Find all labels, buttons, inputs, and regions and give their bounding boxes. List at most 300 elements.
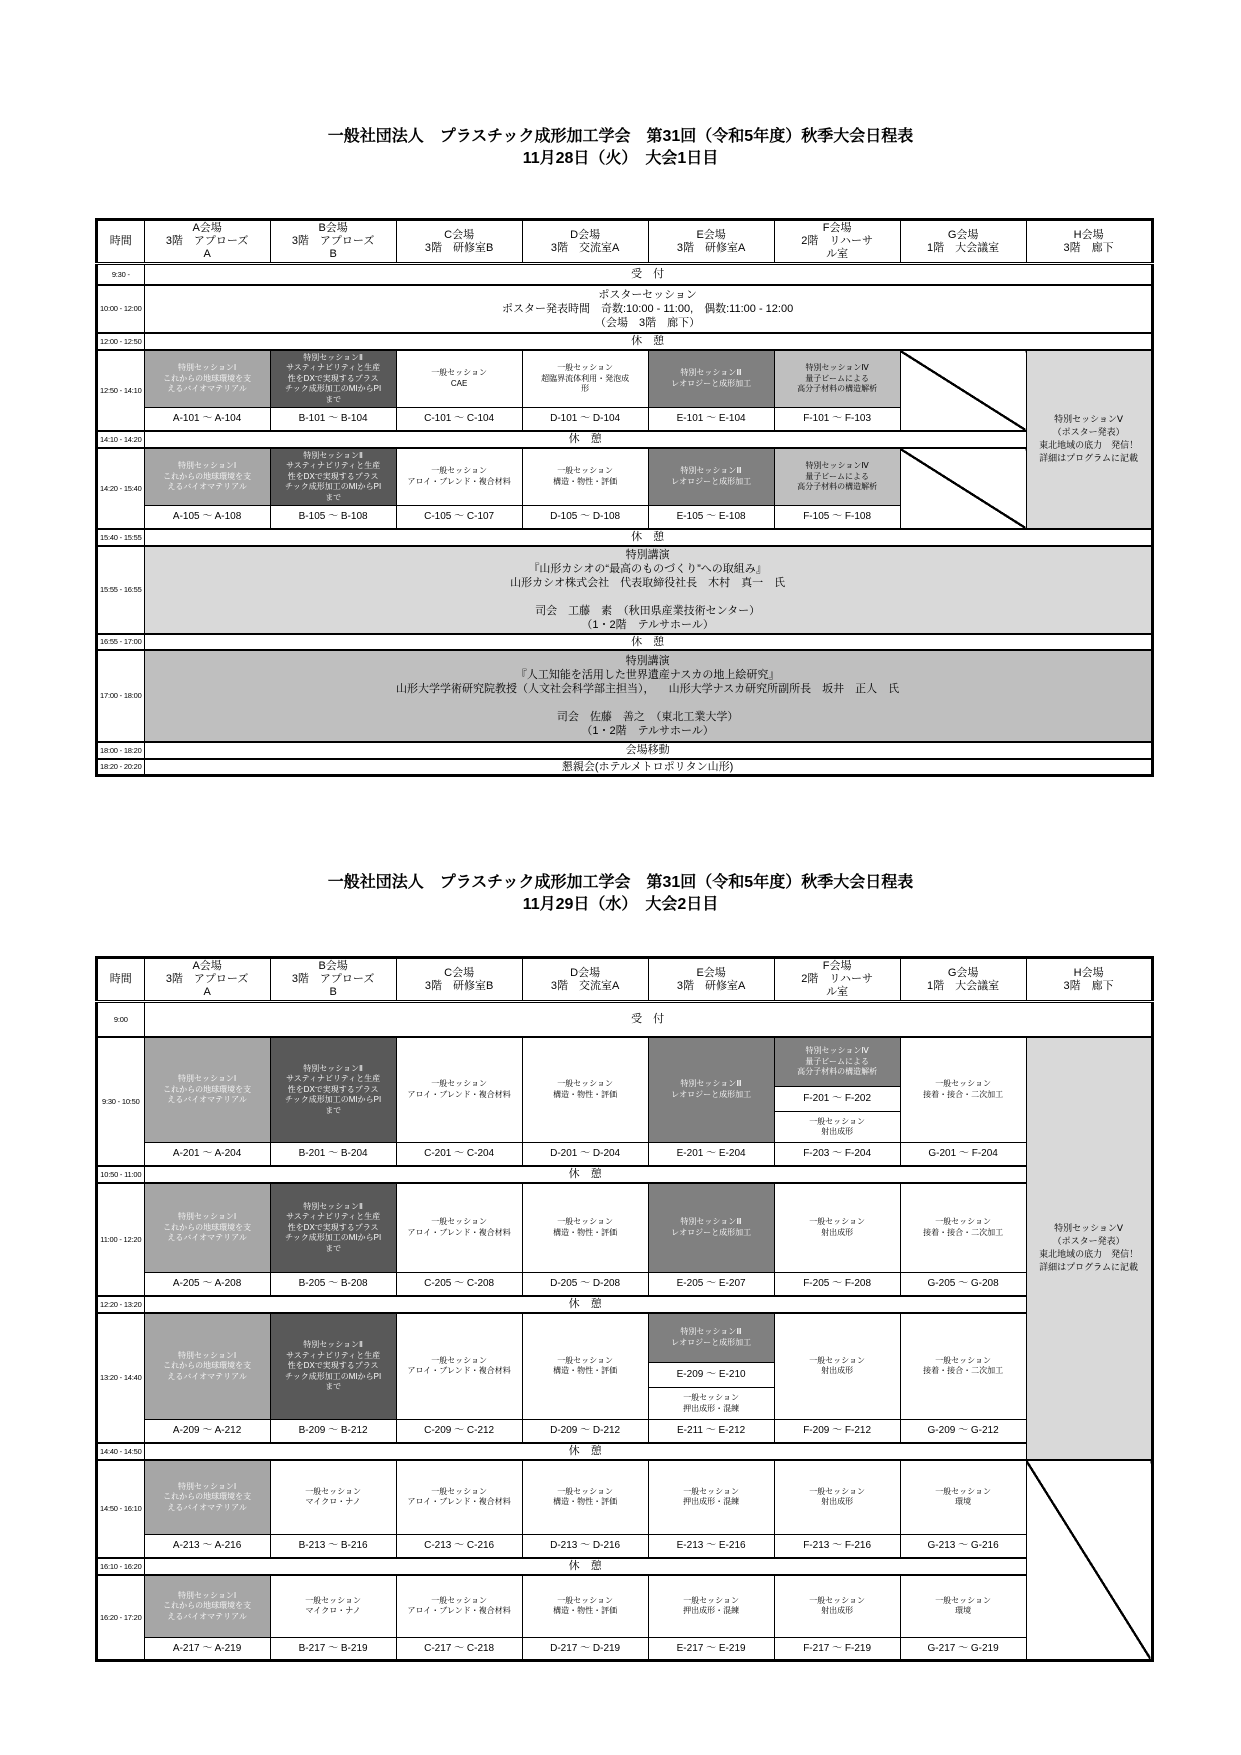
header-cell: [522, 958, 648, 1002]
cell-text-line: 休 憩: [568, 1168, 602, 1180]
cell-text-line: 接着・接合・二次加工: [923, 1366, 1004, 1376]
code-cell: [648, 1363, 774, 1388]
cell-text-line: C会場: [444, 228, 475, 241]
special-session-4-cell: [774, 1037, 900, 1087]
cell-text-line: 3階 廊下: [1063, 241, 1114, 254]
cell-text-line: サスティナビリティと生産: [286, 1212, 381, 1221]
code-cell: [648, 1535, 774, 1558]
cell-text-line: （会場 3階 廊下）: [595, 316, 701, 329]
cell-text-line: C会場: [444, 966, 475, 979]
code-cell: [144, 408, 270, 431]
cell-text-line: 12:20 - 13:20: [100, 1299, 142, 1309]
cell-text-line: G-217 ～ G-219: [927, 1642, 999, 1654]
cell-text-line: アロイ・ブレンド・複合材料: [407, 476, 511, 486]
cell-text-line: 11:00 - 12:20: [100, 1234, 142, 1244]
break-cell: [144, 529, 1152, 546]
code-cell: [774, 408, 900, 431]
code-cell: [522, 1143, 648, 1166]
cell-text-line: D-101 ～ D-104: [550, 412, 621, 424]
cell-text-line: G会場: [947, 228, 979, 241]
cell-text-line: 詳細はプログラムに記載: [1039, 1262, 1139, 1272]
cell-text-line: 一般セッション: [935, 1355, 992, 1365]
cell-text-line: B会場: [318, 960, 348, 972]
cell-text-line: 3階 アプローズ: [165, 973, 249, 985]
code-cell: [522, 1535, 648, 1558]
cell-text-line: （ポスター発表）: [1052, 427, 1125, 437]
cell-text-line: チック成形加工のMIからPI: [285, 1095, 382, 1104]
cell-text-line: B会場: [318, 222, 348, 234]
reception-cell: [144, 264, 1152, 285]
code-cell: [396, 1420, 522, 1443]
time-label: [97, 529, 145, 546]
cell-text-line: 特別セッションⅠ: [178, 461, 237, 470]
special-session-3-cell: [648, 1037, 774, 1143]
cell-text-line: 特別セッションⅠ: [178, 1212, 237, 1221]
code-cell: [900, 1535, 1026, 1558]
code-cell: [900, 1638, 1026, 1661]
special-lecture-cell: [144, 650, 1152, 742]
cell-text-line: A: [203, 248, 211, 260]
cell-text-line: 高分子材料の構造解析: [797, 384, 878, 393]
cell-text-line: 射出成形: [821, 1497, 854, 1507]
cell-text-line: B: [329, 248, 337, 260]
code-cell: [648, 506, 774, 529]
cell-text-line: CAE: [450, 378, 468, 388]
general-session-cell: [522, 350, 648, 408]
cell-text-line: 一般セッション: [809, 1116, 866, 1126]
cell-text-line: アロイ・ブレンド・複合材料: [407, 1089, 511, 1099]
code-cell: [522, 506, 648, 529]
break-cell: [144, 1166, 1026, 1183]
cell-text-line: 13:20 - 14:40: [100, 1373, 142, 1382]
cell-text-line: 1階 大会議室: [927, 979, 1000, 992]
code-cell: [270, 1535, 396, 1558]
cell-text-line: F-217 ～ F-219: [803, 1642, 872, 1654]
special-session-1-cell: [144, 1037, 270, 1143]
cell-text-line: 休 憩: [568, 1560, 602, 1572]
cell-text-line: マイクロ・ナノ: [305, 1497, 361, 1507]
cell-text-line: えるバイオマテリアル: [167, 1371, 247, 1381]
cell-text-line: 14:20 - 15:40: [100, 483, 142, 493]
code-cell: [648, 1143, 774, 1166]
break-cell: [144, 1558, 1026, 1575]
day2-table-container: [95, 956, 1154, 1662]
code-cell: [270, 408, 396, 431]
general-session-cell: [648, 1460, 774, 1535]
break-cell: [144, 634, 1152, 650]
cell-text-line: 特別セッションⅠ: [178, 1074, 237, 1083]
time-label: [97, 333, 145, 350]
cell-text-line: 性をDXで実現するプラス: [287, 1222, 379, 1232]
cell-text-line: 超臨界流体利用・発泡成: [541, 373, 630, 383]
time-label: [97, 742, 145, 759]
general-session-cell: [774, 1575, 900, 1638]
cell-text-line: ル室: [826, 248, 849, 260]
time-label: [97, 264, 145, 285]
day1-title-line1: 一般社団法人 プラスチック成形加工学会 第31回（令和5年度）秋季大会日程表: [327, 128, 914, 145]
special-session-4-cell: [774, 448, 900, 506]
general-session-cell: [522, 1183, 648, 1273]
cell-text-line: G-201 ～ F-204: [928, 1147, 998, 1159]
general-session-cell: [522, 1460, 648, 1535]
cell-text-line: C-101 ～ C-104: [424, 412, 495, 424]
cell-text-line: D-205 ～ D-208: [550, 1277, 621, 1289]
time-label: [97, 1443, 145, 1460]
cell-text-line: C-213 ～ C-216: [424, 1539, 495, 1551]
cell-text-line: C-205 ～ C-208: [424, 1277, 495, 1289]
code-cell: [774, 1273, 900, 1296]
time-label: [97, 650, 145, 742]
general-session-cell: [648, 1575, 774, 1638]
cell-text-line: 接着・接合・二次加工: [923, 1089, 1004, 1099]
cell-text-line: 3階 研修室B: [424, 241, 494, 254]
cell-text-line: チック成形加工のMIからPI: [285, 482, 382, 491]
cell-text-line: 14:10 - 14:20: [100, 434, 142, 444]
special-session-1-cell: [144, 1460, 270, 1535]
cell-text-line: 受 付: [631, 268, 665, 281]
general-session-cell: [396, 448, 522, 506]
cell-text-line: 特別講演: [625, 548, 670, 561]
cell-text-line: A会場: [192, 960, 222, 972]
cell-text-line: D会場: [570, 228, 601, 241]
cell-text-line: 詳細はプログラムに記載: [1039, 453, 1139, 463]
cell-text-line: 一般セッション: [935, 1595, 992, 1605]
code-cell: [648, 408, 774, 431]
cell-text-line: ポスターセッション: [598, 288, 697, 301]
cell-text-line: A-205 ～ A-208: [172, 1277, 242, 1289]
cell-text-line: 特別セッションⅠ: [178, 1350, 237, 1360]
cell-text-line: 一般セッション: [683, 1486, 740, 1496]
cell-text-line: F-209 ～ F-212: [803, 1424, 872, 1436]
cell-text-line: 14:40 - 14:50: [100, 1446, 142, 1456]
cell-text-line: 『人工知能を活用した世界遺産ナスカの地上絵研究』: [515, 668, 780, 681]
code-cell: [396, 408, 522, 431]
cell-text-line: H会場: [1073, 228, 1104, 241]
general-session-cell: [396, 1313, 522, 1420]
time-label: [97, 448, 145, 529]
diagonal-cell: [1026, 1460, 1152, 1661]
break-cell: [144, 333, 1152, 350]
cell-text-line: 16:10 - 16:20: [100, 1561, 142, 1571]
time-label: [97, 1037, 145, 1166]
cell-text-line: 3階 アプローズ: [165, 235, 249, 247]
general-session-cell: [396, 1183, 522, 1273]
cell-text-line: 一般セッション: [431, 1486, 488, 1496]
cell-text-line: B-101 ～ B-104: [298, 412, 368, 424]
cell-text-line: 12:50 - 14:10: [100, 385, 142, 395]
special-session-1-cell: [144, 350, 270, 408]
cell-text-line: 一般セッション: [305, 1486, 362, 1496]
header-cell: [144, 958, 270, 1002]
cell-text-line: E-101 ～ E-104: [676, 412, 746, 424]
code-cell: [774, 1143, 900, 1166]
cell-text-line: E-213 ～ E-216: [676, 1539, 746, 1551]
day2-title-line2: 11月29日（水） 大会2日目: [522, 896, 719, 913]
cell-text-line: C-105 ～ C-107: [424, 510, 495, 522]
cell-text-line: B: [329, 986, 337, 998]
general-session-cell: [522, 1037, 648, 1143]
header-cell: [900, 958, 1026, 1002]
cell-text-line: 特別セッションⅣ: [805, 1046, 869, 1055]
cell-text-line: 一般セッション: [557, 466, 614, 476]
special-session-1-cell: [144, 1575, 270, 1638]
cell-text-line: レオロジーと成形加工: [671, 476, 752, 486]
general-session-cell: [396, 1037, 522, 1143]
time-label: [97, 350, 145, 431]
code-cell: [522, 1420, 648, 1443]
cell-text-line: 3階 交流室A: [550, 241, 620, 254]
cell-text-line: F-213 ～ F-216: [803, 1539, 872, 1551]
cell-text-line: 構造・物性・評価: [553, 1606, 618, 1616]
header-cell: [774, 958, 900, 1002]
cell-text-line: これからの地球環境を支: [163, 1222, 252, 1232]
code-cell: [774, 1535, 900, 1558]
header-cell: [396, 220, 522, 264]
cell-text-line: これからの地球環境を支: [163, 471, 252, 481]
cell-text-line: これからの地球環境を支: [163, 1361, 252, 1370]
cell-text-line: 10:00 - 12:00: [100, 304, 142, 313]
cell-text-line: H会場: [1073, 966, 1104, 979]
cell-text-line: アロイ・ブレンド・複合材料: [407, 1366, 511, 1376]
cell-text-line: 性をDXで実現するプラス: [287, 373, 379, 383]
cell-text-line: 1階 大会議室: [927, 241, 1000, 254]
cell-text-line: E-105 ～ E-108: [676, 510, 746, 522]
code-cell: [270, 1638, 396, 1661]
cell-text-line: 『山形カシオの“最高のものづくり”への取組み』: [528, 562, 767, 575]
cell-text-line: 17:00 - 18:00: [100, 691, 142, 700]
cell-text-line: 一般セッション: [305, 1595, 362, 1605]
code-cell: [648, 1273, 774, 1296]
cell-text-line: 特別セッションⅢ: [680, 368, 742, 378]
cell-text-line: A: [203, 986, 211, 998]
cell-text-line: 一般セッション: [431, 1355, 488, 1365]
day2-title-line1: 一般社団法人 プラスチック成形加工学会 第31回（令和5年度）秋季大会日程表: [327, 874, 914, 891]
cell-text-line: えるバイオマテリアル: [167, 1611, 247, 1621]
header-cell: [648, 958, 774, 1002]
cell-text-line: C-217 ～ C-218: [424, 1642, 495, 1654]
cell-text-line: 10:50 - 11:00: [100, 1169, 142, 1179]
code-cell: [144, 1273, 270, 1296]
cell-text-line: 特別講演: [625, 654, 670, 667]
header-cell: [1026, 958, 1152, 1002]
cell-text-line: 3階 研修室A: [676, 241, 746, 254]
special-lecture-cell: [144, 546, 1152, 634]
general-session-cell: [648, 1388, 774, 1420]
cell-text-line: 懇親会(ホテルメトロポリタン山形): [561, 760, 734, 773]
cell-text-line: 一般セッション: [935, 1217, 992, 1227]
general-session-cell: [522, 1313, 648, 1420]
general-session-cell: [774, 1313, 900, 1420]
cell-text-line: えるバイオマテリアル: [167, 1502, 247, 1512]
cell-text-line: 押出成形・混練: [683, 1606, 740, 1616]
cell-text-line: サスティナビリティと生産: [286, 1074, 381, 1083]
cell-text-line: 射出成形: [821, 1227, 854, 1237]
special-session-2-cell: [270, 1183, 396, 1273]
cell-text-line: 休 憩: [568, 1298, 602, 1310]
cell-text-line: D-105 ～ D-108: [550, 510, 621, 522]
code-cell: [774, 1638, 900, 1661]
cell-text-line: 3階 アプローズ: [291, 235, 375, 247]
cell-text-line: サスティナビリティと生産: [286, 363, 381, 372]
cell-text-line: 休 憩: [631, 335, 665, 347]
cell-text-line: チック成形加工のMIからPI: [285, 1371, 382, 1381]
cell-text-line: 18:00 - 18:20: [100, 745, 142, 755]
cell-text-line: まで: [325, 394, 342, 404]
cell-text-line: えるバイオマテリアル: [167, 384, 247, 393]
header-cell: [270, 220, 396, 264]
cell-text-line: E-211 ～ E-212: [677, 1424, 746, 1436]
cell-text-line: まで: [325, 1382, 342, 1391]
cell-text-line: 一般セッション: [557, 1217, 614, 1227]
code-cell: [900, 1273, 1026, 1296]
cell-text-line: 一般セッション: [809, 1355, 866, 1365]
cell-text-line: 特別セッションⅣ: [805, 363, 869, 372]
cell-text-line: 特別セッションⅢ: [680, 1217, 742, 1227]
general-session-cell: [774, 1112, 900, 1143]
cell-text-line: 3階 アプローズ: [291, 973, 375, 985]
cell-text-line: まで: [325, 492, 342, 502]
general-session-cell: [900, 1183, 1026, 1273]
cell-text-line: まで: [325, 1105, 342, 1115]
cell-text-line: 量子ビームによる: [805, 373, 869, 383]
cell-text-line: 3階 研修室B: [424, 979, 494, 992]
cell-text-line: 12:00 - 12:50: [100, 336, 142, 346]
break-cell: [144, 431, 1026, 448]
cell-text-line: （1・2階 テルサホール）: [581, 724, 714, 737]
cell-text-line: F-205 ～ F-208: [803, 1277, 872, 1289]
cell-text-line: 高分子材料の構造解析: [797, 1067, 878, 1076]
general-session-cell: [900, 1460, 1026, 1535]
cell-text-line: D-213 ～ D-216: [550, 1539, 621, 1551]
cell-text-line: 特別セッションⅤ: [1054, 414, 1124, 424]
cell-text-line: これからの地球環境を支: [163, 1492, 252, 1501]
special-session-5-cell: [1026, 1037, 1152, 1460]
cell-text-line: 16:55 - 17:00: [100, 637, 142, 646]
cell-text-line: これからの地球環境を支: [163, 1084, 252, 1094]
code-cell: [648, 1638, 774, 1661]
cell-text-line: 一般セッション: [557, 1486, 614, 1496]
cell-text-line: 時間: [109, 973, 132, 985]
general-session-cell: [270, 1460, 396, 1535]
cell-text-line: 時間: [109, 235, 132, 247]
header-cell: [396, 958, 522, 1002]
cell-text-line: 一般セッション: [809, 1217, 866, 1227]
cell-text-line: 東北地域の底力 発信！: [1039, 440, 1139, 450]
time-label: [97, 1313, 145, 1443]
cell-text-line: B-209 ～ B-212: [298, 1424, 368, 1436]
cell-text-line: 3階 研修室A: [676, 979, 746, 992]
cell-text-line: A-101 ～ A-104: [172, 412, 242, 424]
special-session-3-cell: [648, 350, 774, 408]
general-session-cell: [900, 1037, 1026, 1143]
cell-text-line: A-213 ～ A-216: [172, 1539, 242, 1551]
code-cell: [900, 1143, 1026, 1166]
cell-text-line: 休 憩: [631, 531, 665, 543]
cell-text-line: 特別セッションⅠ: [178, 363, 237, 372]
cell-text-line: E会場: [696, 966, 726, 979]
cell-text-line: 一般セッション: [431, 1217, 488, 1227]
cell-text-line: 一般セッション: [809, 1486, 866, 1496]
poster-session-cell: [144, 285, 1152, 333]
diagonal-cell: [900, 350, 1026, 431]
time-label: [97, 431, 145, 448]
cell-text-line: サスティナビリティと生産: [286, 1350, 381, 1360]
venue-move-cell: [144, 742, 1152, 759]
general-session-cell: [396, 1575, 522, 1638]
day1-title: [0, 126, 1241, 170]
cell-text-line: （1・2階 テルサホール）: [581, 618, 714, 631]
cell-text-line: 司会 佐藤 善之 （東北工業大学）: [556, 710, 739, 723]
cell-text-line: 特別セッションⅠ: [178, 1481, 237, 1491]
special-session-1-cell: [144, 1313, 270, 1420]
cell-text-line: アロイ・ブレンド・複合材料: [407, 1227, 511, 1237]
cell-text-line: F-101 ～ F-103: [803, 412, 872, 424]
general-session-cell: [900, 1313, 1026, 1420]
cell-text-line: 司会 工藤 素 （秋田県産業技術センター）: [535, 604, 761, 617]
code-cell: [144, 1143, 270, 1166]
cell-text-line: レオロジーと成形加工: [671, 1089, 752, 1099]
cell-text-line: E-205 ～ E-207: [676, 1277, 746, 1289]
cell-text-line: 受 付: [631, 1013, 665, 1026]
cell-text-line: 構造・物性・評価: [553, 476, 618, 486]
cell-text-line: チック成形加工のMIからPI: [285, 1233, 382, 1242]
special-session-1-cell: [144, 448, 270, 506]
cell-text-line: 接着・接合・二次加工: [923, 1227, 1004, 1237]
cell-text-line: 一般セッション: [683, 1393, 740, 1402]
cell-text-line: 特別セッションⅡ: [303, 352, 363, 362]
cell-text-line: E-201 ～ E-204: [676, 1147, 746, 1159]
cell-text-line: C-201 ～ C-204: [424, 1147, 495, 1159]
cell-text-line: A-201 ～ A-204: [172, 1147, 242, 1159]
cell-text-line: 量子ビームによる: [805, 1056, 869, 1066]
time-label: [97, 1166, 145, 1183]
header-cell: [900, 220, 1026, 264]
cell-text-line: 3階 廊下: [1063, 979, 1114, 992]
break-cell: [144, 1296, 1026, 1313]
header-cell: [97, 220, 145, 264]
cell-text-line: 特別セッションⅣ: [805, 461, 869, 470]
header-cell: [144, 220, 270, 264]
cell-text-line: 山形カシオ株式会社 代表取締役社長 木村 真一 氏: [510, 576, 786, 589]
cell-text-line: B-217 ～ B-219: [298, 1642, 368, 1654]
day1-table-container: [95, 218, 1154, 777]
cell-text-line: レオロジーと成形加工: [671, 1227, 752, 1237]
cell-text-line: E-209 ～ E-210: [676, 1369, 746, 1380]
code-cell: [396, 1273, 522, 1296]
general-session-cell: [396, 1460, 522, 1535]
time-label: [97, 1558, 145, 1575]
cell-text-line: 性をDXで実現するプラス: [287, 1361, 379, 1370]
cell-text-line: 9:00: [113, 1014, 128, 1024]
cell-text-line: 一般セッション: [431, 1595, 488, 1605]
cell-text-line: えるバイオマテリアル: [167, 482, 247, 491]
code-cell: [270, 1143, 396, 1166]
cell-text-line: F会場: [822, 960, 852, 972]
special-session-2-cell: [270, 448, 396, 506]
cell-text-line: 東北地域の底力 発信！: [1039, 1249, 1139, 1259]
cell-text-line: 射出成形: [821, 1606, 854, 1616]
time-label: [97, 1183, 145, 1296]
cell-text-line: 一般セッション: [557, 1595, 614, 1605]
cell-text-line: 射出成形: [821, 1366, 854, 1376]
cell-text-line: 射出成形: [821, 1127, 854, 1136]
cell-text-line: まで: [325, 1243, 342, 1253]
cell-text-line: 押出成形・混練: [683, 1403, 740, 1413]
cell-text-line: ル室: [826, 986, 849, 998]
cell-text-line: 特別セッションⅡ: [303, 1201, 363, 1211]
cell-text-line: G-205 ～ G-208: [927, 1277, 999, 1289]
general-session-cell: [522, 1575, 648, 1638]
